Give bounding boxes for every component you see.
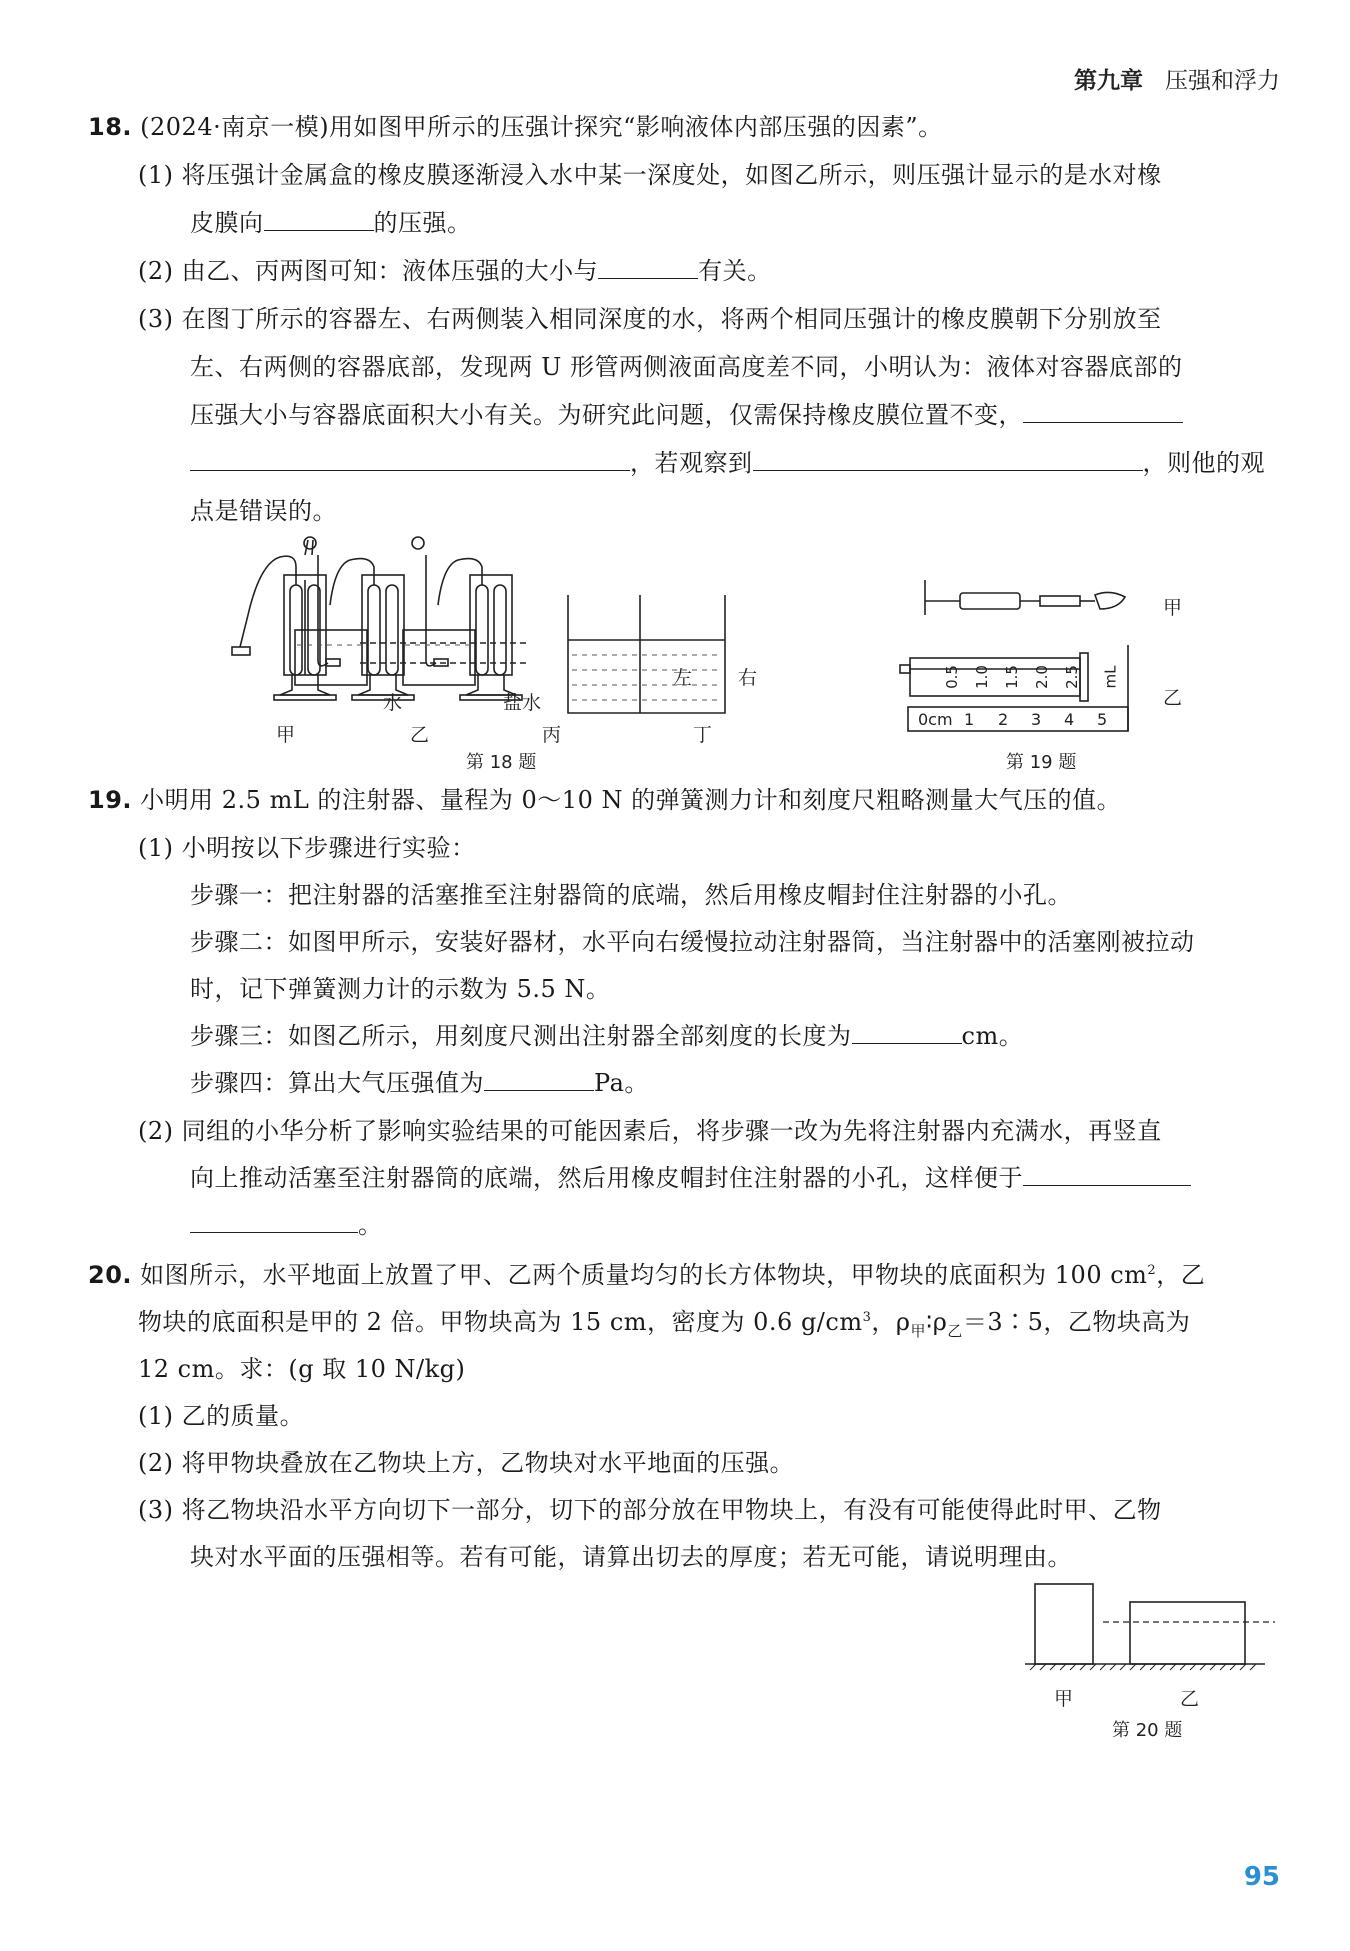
q19-number: 19. [88,786,133,814]
q19-step3-pre: 步骤三：如图乙所示，用刻度尺测出注射器全部刻度的长度为 [190,1022,852,1050]
q20-part3-a: (3) 将乙物块沿水平方向切下一部分，切下的部分放在甲物块上，有没有可能使得此时甲、乙物 [138,1496,1162,1524]
q18-blank-3a[interactable] [1023,400,1183,423]
q18-part3-d-mid: ，若观察到 [630,449,753,477]
q20-stem-a-pre: 如图所示，水平地面上放置了甲、乙两个质量均匀的长方体物块，甲物块的底面积为 100 cm [140,1261,1148,1289]
q18-part1-post: 的压强。 [373,209,472,237]
q18-part1-line-a: (1) 将压强计金属盒的橡皮膜逐渐浸入水中某一深度处，如图乙所示，则压强计显示的是水对橡 [138,161,1162,189]
chapter-number: 第九章 [1074,68,1143,94]
q19-step1: 步骤一：把注射器的活塞推至注射器筒的底端，然后用橡皮帽封住注射器的小孔。 [190,881,1072,909]
q19-step4-post: Pa。 [594,1069,649,1097]
q18-part3-line-b: 左、右两侧的容器底部，发现两 U 形管两侧液面高度差不同，小明认为：液体对容器底部的 [190,353,1183,381]
q20-stem-b-sub2: 乙 [947,1321,963,1340]
q19-part2-c-post: 。 [358,1211,383,1239]
q19-step2-a: 步骤二：如图甲所示，安装好器材，水平向右缓慢拉动注射器筒，当注射器中的活塞刚被拉动 [190,928,1195,956]
q20-stem-b-sub1: 甲 [910,1321,927,1340]
q20-part2: (2) 将甲物块叠放在乙物块上方，乙物块对水平地面的压强。 [138,1449,795,1477]
q20-stem-b-sup: 3 [862,1310,872,1325]
q18-part1-line-b [190,208,472,238]
q18-label-brine: 盐水 [503,692,542,714]
q19-step4 [190,1068,649,1098]
pressure-gauge-jia [232,556,336,700]
q19-label-ml: mL [1101,665,1120,689]
q18-part3-c-text: 压强大小与容器底面积大小有关。为研究此问题，仅需保持橡皮膜位置不变， [190,401,1023,429]
q18-label-jia: 甲 [276,724,296,746]
q18-label-yi: 乙 [410,724,430,746]
q20-stem-line-c: 12 cm。求：(g 取 10 N/kg) [138,1355,466,1383]
q18-stem: (2024·南京一模)用如图甲所示的压强计探究“影响液体内部压强的因素”。 [140,113,943,141]
chapter-header [1074,62,1280,95]
q18-blank-3c[interactable] [753,448,1143,471]
q18-number: 18. [88,113,133,141]
q18-label-right: 右 [738,667,758,689]
q18-label-water: 水 [383,692,403,714]
q19-part1: (1) 小明按以下步骤进行实验： [138,834,476,862]
q19-part2-b [190,1163,1191,1193]
q19-stem-line [88,785,1121,815]
q20-label-jia: 甲 [1054,1688,1074,1710]
syringe-tick-label: 0.5 [942,665,961,689]
q18-part2-pre: (2) 由乙、丙两图可知：液体压强的大小与 [138,257,599,285]
ruler-tick-label: 2 [998,710,1009,729]
q20-label-yi: 乙 [1180,1688,1200,1710]
q18-blank-1[interactable] [264,208,374,231]
q19-part2-c [190,1210,383,1240]
q19-part2-a: (2) 同组的小华分析了影响实验结果的可能因素后，将步骤一改为先将注射器内充满水，再竖直 [138,1117,1162,1145]
syringe-tick-label: 1.5 [1002,665,1021,689]
q19-caption: 第 19 题 [1006,752,1077,773]
q19-blank-reason-b[interactable] [190,1210,358,1233]
q18-label-bing: 丙 [542,724,562,746]
syringe-tick-label: 1.0 [972,665,991,689]
block-jia [1035,1584,1093,1664]
ruler-tick-label: 3 [1031,710,1042,729]
q20-caption: 第 20 题 [1112,1720,1183,1741]
q19-ruler-one: 1 [964,710,975,729]
q20-stem-b-pre: 物块的底面积是甲的 2 倍。甲物块高为 15 cm，密度为 0.6 g/cm [138,1308,863,1336]
q18-stem-line [88,112,943,142]
q19-step3 [190,1021,1023,1051]
q19-stem: 小明用 2.5 mL 的注射器、量程为 0～10 N 的弹簧测力计和刻度尺粗略测量大气压的值。 [140,786,1122,814]
q18-part3-line-e: 点是错误的。 [190,497,337,525]
q19-blank-reason-a[interactable] [1023,1163,1191,1186]
q20-stem-a-post: ，乙 [1156,1261,1206,1289]
q20-part3-b: 块对水平面的压强相等。若有可能，请算出切去的厚度；若无可能，请说明理由。 [190,1543,1072,1571]
q18-label-ding: 丁 [693,724,713,746]
q19-blank-length[interactable] [852,1021,962,1044]
syringe-tick-label: 2.5 [1062,665,1081,689]
q19-step4-pre: 步骤四：算出大气压强值为 [190,1069,484,1097]
q18-part1-pre: 皮膜向 [190,209,264,237]
q18-label-left: 左 [673,667,693,689]
q18-part3-line-a: (3) 在图丁所示的容器左、右两侧装入相同深度的水，将两个相同压强计的橡皮膜朝下分别放至 [138,305,1162,333]
q18-figure [230,535,770,735]
q19-label-yi: 乙 [1163,687,1183,709]
q20-stem-a-sup: 2 [1147,1263,1157,1278]
q18-caption: 第 18 题 [466,752,537,773]
q20-stem-b-post: ＝3∶5，乙物块高为 [962,1308,1191,1336]
q20-stem-line-b [138,1307,1191,1340]
q19-step2-b: 时，记下弹簧测力计的示数为 5.5 N。 [190,975,611,1003]
q18-blank-2[interactable] [598,256,698,279]
page-number: 95 [1243,1862,1280,1892]
ruler-tick-label: 5 [1097,710,1108,729]
q18-part2-post: 有关。 [698,257,772,285]
q19-ruler-zero: 0cm [918,710,953,729]
syringe-tick-label: 2.0 [1032,665,1051,689]
ruler-tick-label: 4 [1064,710,1075,729]
q18-blank-3b[interactable] [190,448,630,471]
q18-part3-d-post: ，则他的观 [1142,449,1265,477]
q19-blank-pressure[interactable] [484,1068,594,1091]
q20-stem-b-rho2: ∶ρ [926,1308,948,1336]
q18-part3-line-c [190,400,1183,430]
q20-number: 20. [88,1261,133,1289]
pressure-gauge-bing [403,537,522,700]
q20-stem-line-a [88,1260,1205,1290]
q18-part3-line-d [190,448,1265,478]
q19-step3-post: cm。 [961,1022,1024,1050]
container-ding [568,595,725,713]
block-yi [1130,1602,1245,1664]
q19-part2-b-text: 向上推动活塞至注射器筒的底端，然后用橡皮帽封住注射器的小孔，这样便于 [190,1164,1023,1192]
q20-figure [1025,1582,1265,1672]
q20-stem-b-rho1: ，ρ [871,1308,911,1336]
q20-part1: (1) 乙的质量。 [138,1402,305,1430]
q18-part2-line [138,256,772,286]
chapter-title: 压强和浮力 [1165,68,1280,94]
q19-label-jia: 甲 [1163,597,1183,619]
